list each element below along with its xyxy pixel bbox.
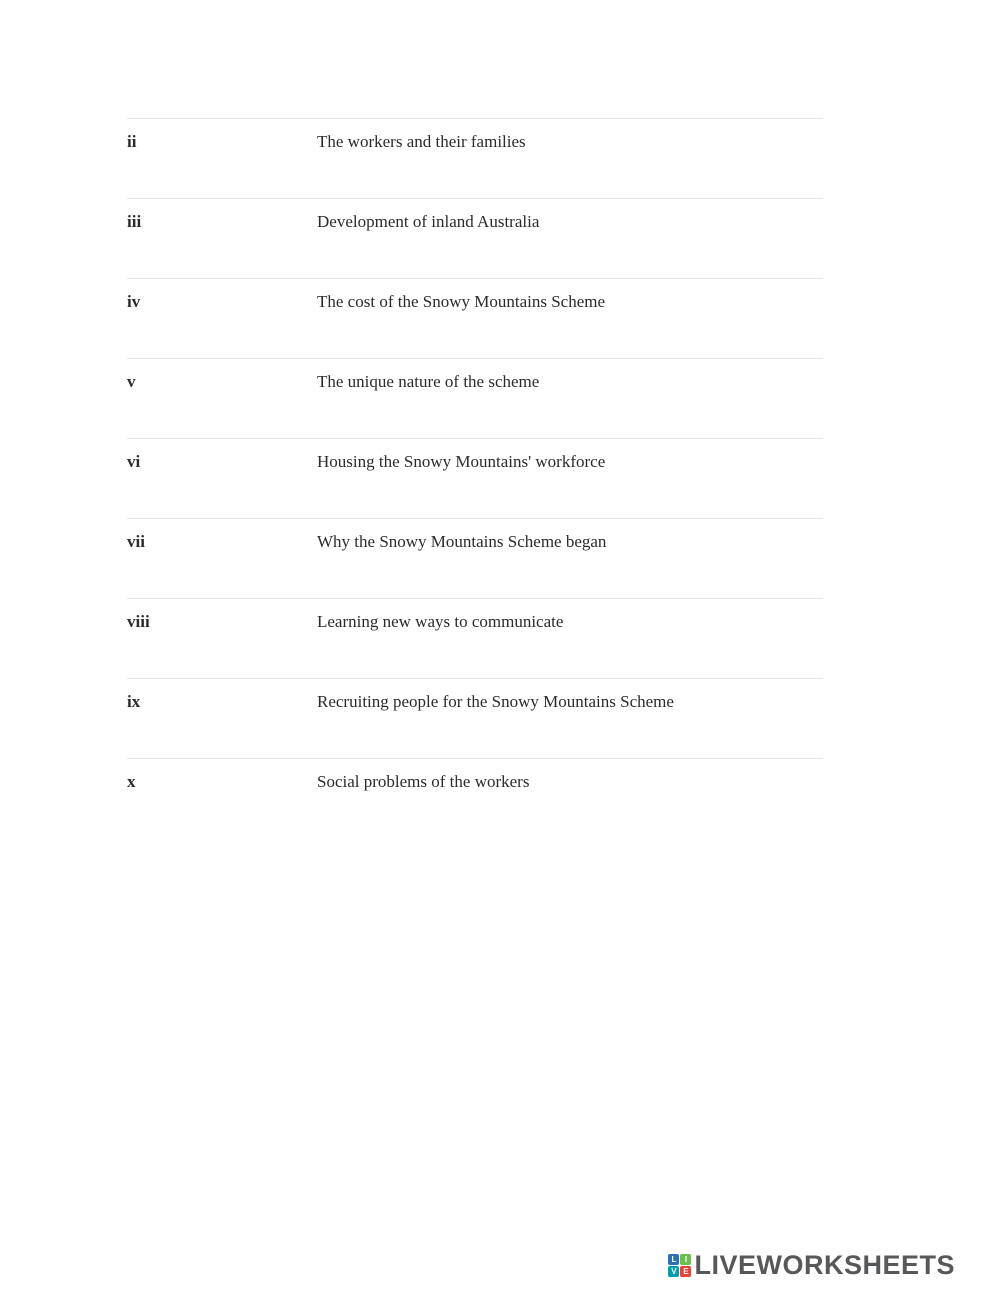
heading-text: Housing the Snowy Mountains' workforce xyxy=(317,452,606,471)
heading-row-iii xyxy=(127,198,823,278)
heading-numeral: vii xyxy=(127,532,145,551)
logo-square-v: V xyxy=(668,1266,679,1277)
heading-numeral: x xyxy=(127,772,136,791)
heading-text: The cost of the Snowy Mountains Scheme xyxy=(317,292,606,311)
heading-numeral: viii xyxy=(127,612,150,631)
heading-numeral: vi xyxy=(127,452,141,471)
heading-numeral: iii xyxy=(127,212,142,231)
heading-numeral: ix xyxy=(127,692,141,711)
heading-text: Learning new ways to communicate xyxy=(317,612,564,631)
list-of-headings xyxy=(127,118,823,813)
heading-row-vi xyxy=(127,438,823,518)
heading-numeral: iv xyxy=(127,292,141,311)
liveworksheets-logo-icon xyxy=(668,1254,691,1277)
heading-row-vii xyxy=(127,518,823,598)
heading-numeral: v xyxy=(127,372,136,391)
heading-row-iv xyxy=(127,278,823,358)
heading-text: The workers and their families xyxy=(317,132,526,151)
heading-numeral: ii xyxy=(127,132,137,151)
heading-row-ii xyxy=(127,118,823,198)
heading-text: Development of inland Australia xyxy=(317,212,540,231)
brand-wordmark: LIVEWORKSHEETS xyxy=(694,1250,955,1280)
logo-square-e: E xyxy=(680,1266,691,1277)
heading-row-ix xyxy=(127,678,823,758)
liveworksheets-brand-link[interactable] xyxy=(668,1250,955,1281)
logo-square-i: I xyxy=(680,1254,691,1265)
heading-text: Why the Snowy Mountains Scheme began xyxy=(317,532,607,551)
heading-row-viii xyxy=(127,598,823,678)
heading-row-v xyxy=(127,358,823,438)
heading-text: Recruiting people for the Snowy Mountains Scheme xyxy=(317,692,674,711)
heading-text: The unique nature of the scheme xyxy=(317,372,540,391)
logo-square-l: L xyxy=(668,1254,679,1265)
heading-row-x xyxy=(127,758,823,813)
heading-text: Social problems of the workers xyxy=(317,772,530,791)
